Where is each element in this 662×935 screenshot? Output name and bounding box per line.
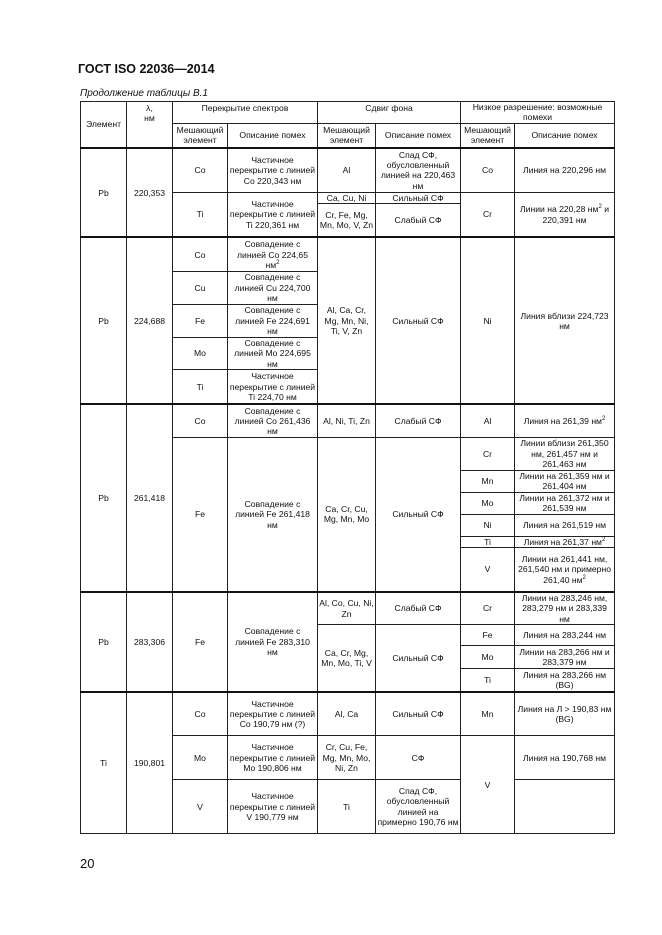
cell-lr-desc bbox=[515, 536, 615, 547]
cell-sh-el: Ca, Cr, Cu, Mg, Mn, Mo bbox=[318, 437, 376, 591]
cell-lr-el: Ti bbox=[461, 536, 515, 547]
cell-ov-el: Cu bbox=[173, 271, 228, 304]
cell-ov-el: Co bbox=[173, 237, 228, 271]
cell-lr-el: Mo bbox=[461, 492, 515, 514]
cell-lr-desc-empty bbox=[515, 780, 615, 834]
header-interf-el: Мешающий элемент bbox=[461, 123, 515, 148]
cell-lr-desc: Линия на 220,296 нм bbox=[515, 148, 615, 192]
cell-sh-desc: Сильный СФ bbox=[376, 437, 461, 591]
cell-lr-el: V bbox=[461, 736, 515, 834]
cell-ov-desc: Частичное перекрытие с линией V 190,779 нм bbox=[228, 780, 318, 834]
header-overlap: Перекрытие спектров bbox=[173, 102, 318, 124]
header-interf-desc: Описание помех bbox=[515, 123, 615, 148]
group-element: Pb bbox=[81, 148, 127, 237]
cell-ov-desc: Частичное перекрытие с линией Mo 190,806 нм bbox=[228, 736, 318, 780]
cell-lr-el: V bbox=[461, 548, 515, 592]
cell-sh-desc: Сильный СФ bbox=[376, 625, 461, 692]
header-interf-desc: Описание помех bbox=[376, 123, 461, 148]
cell-sh-el: Ca, Cu, Ni bbox=[318, 192, 376, 203]
lr-desc-text-cont: и 220,391 нм bbox=[542, 204, 609, 225]
cell-sh-desc: Спад СФ, обусловленный линией на примерно 190,76 нм bbox=[376, 780, 461, 834]
header-interf-desc: Описание помех bbox=[228, 123, 318, 148]
group-element: Ti bbox=[81, 692, 127, 834]
cell-sh-el: Al, Ca bbox=[318, 692, 376, 736]
cell-sh-desc: Сильный СФ bbox=[376, 237, 461, 404]
footnote-mark: 2 bbox=[601, 537, 606, 544]
cell-lr-el: Mn bbox=[461, 692, 515, 736]
group-element: Pb bbox=[81, 404, 127, 591]
cell-ov-desc: Частичное перекрытие с линией Co 190,79 нм (?) bbox=[228, 692, 318, 736]
lr-desc-text: Линия на 261,39 нм bbox=[523, 416, 602, 427]
cell-lr-el: Ti bbox=[461, 669, 515, 692]
ov-desc-text: Совпадение с линией Co 224,65 нм bbox=[237, 239, 308, 270]
cell-sh-el: Al bbox=[318, 148, 376, 192]
footnote-mark: 2 bbox=[276, 259, 280, 266]
cell-sh-el: Al, Co, Cu, Ni, Zn bbox=[318, 592, 376, 625]
cell-sh-el: Ti bbox=[318, 780, 376, 834]
cell-lr-el: Ni bbox=[461, 237, 515, 404]
cell-lr-desc: Линия на 283,244 нм bbox=[515, 625, 615, 646]
cell-ov-el: Co bbox=[173, 692, 228, 736]
cell-ov-el: Fe bbox=[173, 437, 228, 591]
cell-ov-desc: Совпадение с линией Fe 283,310 нм bbox=[228, 592, 318, 692]
cell-ov-el: Mo bbox=[173, 337, 228, 369]
header-element: Элемент bbox=[81, 102, 127, 149]
cell-lr-el: Fe bbox=[461, 625, 515, 646]
footnote-mark: 2 bbox=[582, 574, 586, 581]
cell-lr-desc bbox=[515, 548, 615, 592]
cell-lr-desc: Линии на 261,372 нм и 261,539 нм bbox=[515, 492, 615, 514]
cell-ov-el: Co bbox=[173, 404, 228, 437]
header-interf-el: Мешающий элемент bbox=[318, 123, 376, 148]
group-lambda: 283,306 bbox=[127, 592, 173, 692]
cell-sh-desc: Спад СФ, обусловленный линией на 220,463 нм bbox=[376, 148, 461, 192]
footnote-mark: 2 bbox=[598, 204, 602, 211]
cell-sh-desc: СФ bbox=[376, 736, 461, 780]
lr-desc-text: Линия на 261,37 нм bbox=[523, 536, 602, 547]
header-lowres: Низкое разрешение: возможные помехи bbox=[461, 102, 615, 124]
cell-lr-desc: Линия на 261,519 нм bbox=[515, 514, 615, 536]
cell-lr-desc: Линия на 190,768 нм bbox=[515, 736, 615, 780]
cell-lr-desc: Линии вблизи 261,350 нм, 261,457 нм и 261,463 нм bbox=[515, 437, 615, 470]
page-number: 20 bbox=[80, 856, 95, 871]
lr-desc-text: Линии на 220,28 нм bbox=[520, 204, 599, 215]
cell-lr-el: Cr bbox=[461, 437, 515, 470]
cell-ov-desc: Совпадение с линией Mo 224,695 нм bbox=[228, 337, 318, 369]
cell-lr-el: Mn bbox=[461, 470, 515, 492]
header-shift: Сдвиг фона bbox=[318, 102, 461, 124]
document-header: ГОСТ ISO 22036—2014 bbox=[78, 62, 215, 76]
group-lambda: 261,418 bbox=[127, 404, 173, 591]
group-element: Pb bbox=[81, 592, 127, 692]
cell-ov-el: Fe bbox=[173, 592, 228, 692]
cell-ov-desc: Частичное перекрытие с линией Ti 220,361 нм bbox=[228, 192, 318, 237]
header-lambda: λ, нм bbox=[127, 102, 173, 149]
group-lambda: 190,801 bbox=[127, 692, 173, 834]
lr-desc-text: Линии на 261,441 нм, 261,540 нм и примерно 261,40 нм bbox=[518, 554, 611, 585]
cell-lr-el: Cr bbox=[461, 592, 515, 625]
group-lambda: 220,353 bbox=[127, 148, 173, 237]
cell-sh-desc: Сильный СФ bbox=[376, 192, 461, 203]
cell-sh-desc: Сильный СФ bbox=[376, 692, 461, 736]
cell-lr-desc: Линия вблизи 224,723 нм bbox=[515, 237, 615, 404]
cell-lr-el: Co bbox=[461, 148, 515, 192]
cell-ov-el: Ti bbox=[173, 192, 228, 237]
cell-lr-desc: Линии на 283,246 нм, 283,279 нм и 283,339 нм bbox=[515, 592, 615, 625]
cell-sh-desc: Слабый СФ bbox=[376, 404, 461, 437]
table-caption: Продолжение таблицы B.1 bbox=[80, 88, 208, 99]
cell-sh-el: Cr, Fe, Mg, Mn, Mo, V, Zn bbox=[318, 203, 376, 237]
cell-ov-desc: Совпадение с линией Fe 261,418 нм bbox=[228, 437, 318, 591]
cell-lr-desc: Линия на 283,266 нм (BG) bbox=[515, 669, 615, 692]
cell-lr-el: Ni bbox=[461, 514, 515, 536]
cell-lr-desc: Линии на 261,359 нм и 261,404 нм bbox=[515, 470, 615, 492]
header-interf-el: Мешающий элемент bbox=[173, 123, 228, 148]
cell-sh-el: Ca, Cr, Mg, Mn, Mo, Ti, V bbox=[318, 625, 376, 692]
cell-sh-el: Al, Ca, Cr, Mg, Mn, Ni, Ti, V, Zn bbox=[318, 237, 376, 404]
cell-ov-el: Ti bbox=[173, 369, 228, 404]
cell-ov-el: Mo bbox=[173, 736, 228, 780]
cell-ov-desc bbox=[228, 237, 318, 271]
spectral-interference-table bbox=[80, 101, 615, 834]
cell-ov-desc: Частичное перекрытие с линией Co 220,343 нм bbox=[228, 148, 318, 192]
cell-lr-el: Mo bbox=[461, 646, 515, 669]
cell-sh-el: Al, Ni, Ti, Zn bbox=[318, 404, 376, 437]
group-lambda: 224,688 bbox=[127, 237, 173, 404]
cell-ov-desc: Частичное перекрытие с линией Ti 224,70 нм bbox=[228, 369, 318, 404]
cell-sh-desc: Слабый СФ bbox=[376, 203, 461, 237]
cell-lr-el: Cr bbox=[461, 192, 515, 237]
cell-ov-desc: Совпадение с линией Fe 224,691 нм bbox=[228, 304, 318, 337]
cell-lr-desc bbox=[515, 404, 615, 437]
cell-sh-el: Cr, Cu, Fe, Mg, Mn, Mo, Ni, Zn bbox=[318, 736, 376, 780]
cell-ov-el: Fe bbox=[173, 304, 228, 337]
cell-lr-el: Al bbox=[461, 404, 515, 437]
cell-lr-desc bbox=[515, 192, 615, 237]
cell-ov-desc: Совпадение с линией Cu 224,700 нм bbox=[228, 271, 318, 304]
footnote-mark: 2 bbox=[601, 416, 606, 423]
cell-ov-el: Co bbox=[173, 148, 228, 192]
cell-lr-desc: Линия на Л > 190,83 нм (BG) bbox=[515, 692, 615, 736]
cell-ov-el: V bbox=[173, 780, 228, 834]
group-element: Pb bbox=[81, 237, 127, 404]
cell-ov-desc: Совпадение с линией Co 261,436 нм bbox=[228, 404, 318, 437]
cell-sh-desc: Слабый СФ bbox=[376, 592, 461, 625]
cell-lr-desc: Линии на 283,266 нм и 283,379 нм bbox=[515, 646, 615, 669]
